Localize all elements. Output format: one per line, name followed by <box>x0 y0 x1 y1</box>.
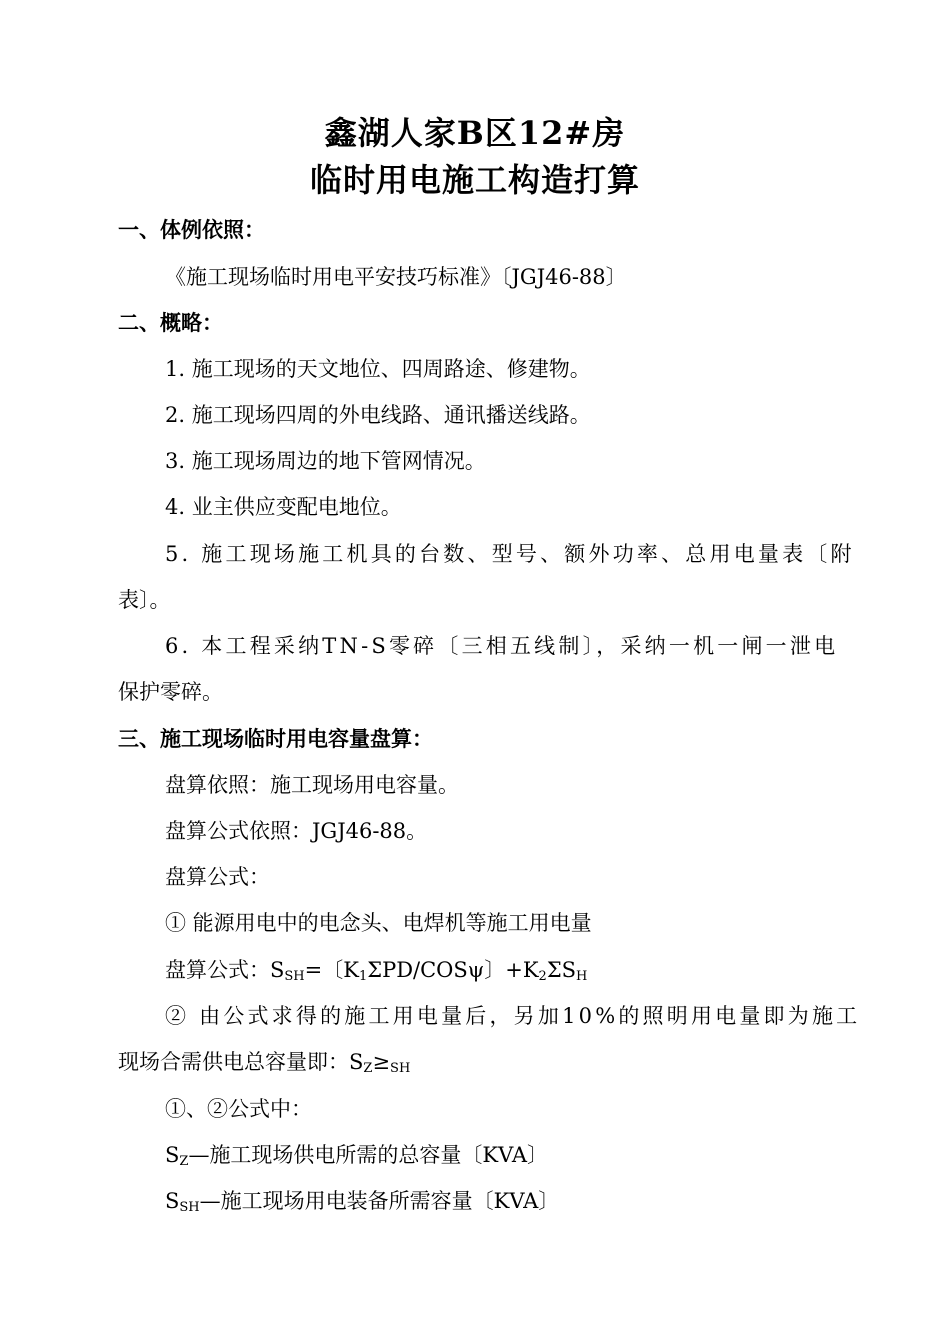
list-item: 5. 施工现场施工机具的台数、型号、额外功率、总用电量表〔附 <box>165 542 855 566</box>
list-item-continuation: 保护零碎。 <box>118 680 223 704</box>
section1-heading: 一、体例依照： <box>118 217 265 242</box>
formula-legend-intro: ①、②公式中： <box>165 1097 312 1121</box>
formula-item2: ② 由公式求得的施工用电量后，另加10%的照明用电量即为施工 <box>165 1004 861 1028</box>
formula-label: 盘算公式： <box>165 865 270 889</box>
list-item: 4. 业主供应变配电地位。 <box>165 495 402 519</box>
definition-sz: $S_Z—$施工现场供电所需的总容量〔KVA〕 <box>165 1143 549 1169</box>
formula-item1: ① 能源用电中的电念头、电焊机等施工用电量 <box>165 911 592 935</box>
list-item-continuation: 表〕。 <box>118 588 171 612</box>
list-item: 3. 施工现场周边的地下管网情况。 <box>165 449 486 473</box>
definition-ssh: $S_{SH}—$施工现场用电装备所需容量〔KVA〕 <box>165 1189 560 1215</box>
document-title-line1: 鑫湖人家B区12#房 <box>324 114 626 152</box>
section3-heading: 三、施工现场临时用电容量盘算： <box>118 726 433 751</box>
list-item: 1. 施工现场的天文地位、四周路途、修建物。 <box>165 357 591 381</box>
section2-heading: 二、概略： <box>118 310 223 335</box>
formula-item2-continuation: 现场合需供电总容量即：$S_Z\ge_{SH}$ <box>118 1050 411 1076</box>
calc-basis: 盘算依照：施工现场用电容量。 <box>165 773 459 797</box>
list-item: 2. 施工现场四周的外电线路、通讯播送线路。 <box>165 403 591 427</box>
document-title-line2: 临时用电施工构造打算 <box>309 161 640 199</box>
section1-text: 《施工现场临时用电平安技巧标准》〔JGJ46-88〕 <box>165 265 627 289</box>
formula-basis: 盘算公式依照：JGJ46-88。 <box>165 819 428 843</box>
formula-expression: 盘算公式：$S_{SH}=$〔$K_1\Sigma PD$/COSψ〕$+K_2\Sigma S_H$ <box>165 958 588 984</box>
list-item: 6. 本工程采纳TN-S零碎〔三相五线制〕，采纳一机一闸一泄电 <box>165 634 839 658</box>
